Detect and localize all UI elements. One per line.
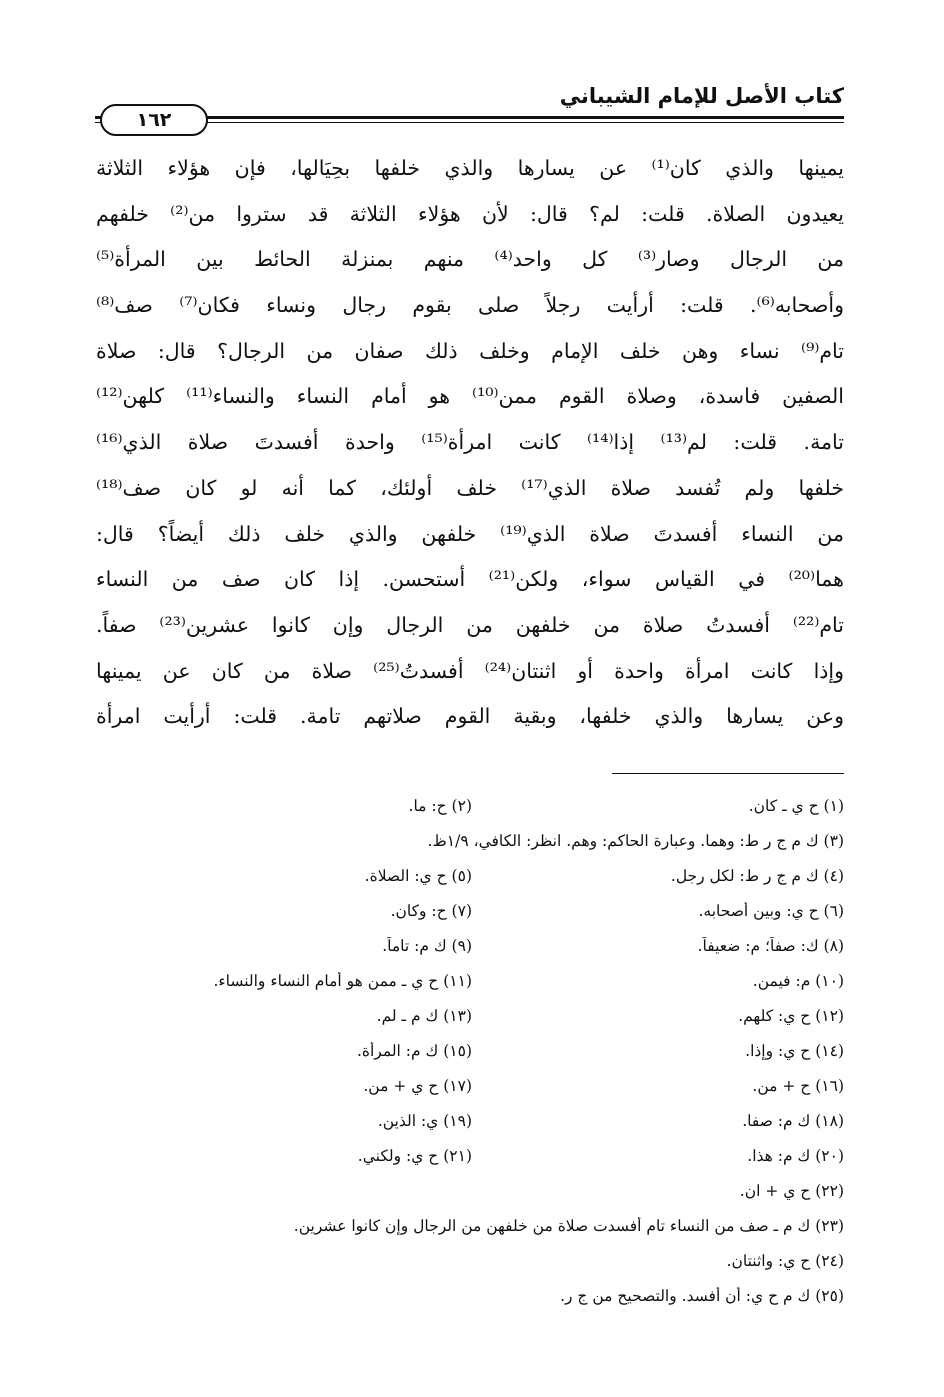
footnote-row	[100, 858, 844, 893]
text-line: تامة. قلت: لم⁽¹³⁾ إذا⁽¹⁴⁾ كانت امرأة⁽¹⁵⁾ واحدة أفسدتَ صلاة الذي⁽¹⁶⁾	[96, 430, 844, 455]
text-line: الصفين فاسدة، وصلاة القوم ممن⁽¹⁰⁾ هو أمام النساء والنساء⁽¹¹⁾ كلهن⁽¹²⁾	[96, 384, 844, 409]
text-line: من النساء أفسدتَ صلاة الذي⁽¹⁹⁾ خلفهن والذي خلف ذلك أيضاً؟ قال:	[96, 521, 844, 546]
footnote: (٢٤) ح ي: واثنتان.	[726, 1251, 844, 1270]
footnote-separator	[612, 773, 844, 774]
footnote-row	[100, 1243, 844, 1278]
footnote: (١٨) ك م: صفا.	[742, 1111, 844, 1130]
footnote: (١٠) م: فيمن.	[752, 971, 844, 990]
text-line: وإذا كانت امرأة واحدة أو اثنتان⁽²⁴⁾ أفسدتُ⁽²⁵⁾ صلاة من كان عن يمينها	[96, 658, 844, 683]
footnote: (٣) ك م ج ر ط: وهما. وعبارة الحاكم: وهم. انظر: الكافي، ١/٩ظ.	[427, 831, 844, 850]
footnote-row	[100, 1138, 844, 1173]
footnote: (١٩) ي: الذين.	[377, 1111, 472, 1130]
footnote: (٢٢) ح ي + ان.	[739, 1181, 844, 1200]
footnote: (١٦) ح + من.	[752, 1076, 844, 1095]
footnote: (١٢) ح ي: كلهم.	[738, 1006, 844, 1025]
footnote: (٢٣) ك م ـ صف من النساء تام أفسدت صلاة من خلفهن من الرجال وإن كانوا عشرين.	[293, 1216, 844, 1235]
footnote: (١٣) ك م ـ لم.	[376, 1006, 472, 1025]
page-number: ١٦٢	[100, 104, 208, 136]
footnote-row	[100, 928, 844, 963]
footnote: (٨) ك: صفاً؛ م: ضعيفاً.	[697, 936, 844, 955]
footnote-row	[100, 893, 844, 928]
footnote-row	[100, 963, 844, 998]
footnote: (١) ح ي ـ كان.	[748, 796, 844, 815]
text-line: وعن يسارها والذي خلفها، وبقية القوم صلاتهم تامة. قلت: أرأيت امرأة	[96, 704, 844, 729]
footnote-row	[100, 788, 844, 823]
text-line: هما⁽²⁰⁾ في القياس سواء، ولكن⁽²¹⁾ أستحسن. إذا كان صف من النساء	[96, 567, 844, 592]
text-line: تام⁽⁹⁾ نساء وهن خلف الإمام وخلف ذلك صفان من الرجال؟ قال: صلاة	[96, 338, 844, 363]
text-line: يمينها والذي كان⁽¹⁾ عن يسارها والذي خلفها بحِيَالها، فإن هؤلاء الثلاثة	[96, 156, 844, 180]
footnote: (١٥) ك م: المرأة.	[356, 1041, 472, 1060]
text-line: وأصحابه⁽⁶⁾. قلت: أرأيت رجلاً صلى بقوم رجال ونساء فكان⁽⁷⁾ صف⁽⁸⁾	[96, 293, 844, 318]
footnotes	[100, 788, 844, 1313]
text-line: تام⁽²²⁾ أفسدتُ صلاة من خلفهن من الرجال وإن كانوا عشرين⁽²³⁾ صفاً.	[96, 612, 844, 637]
footnote: (١١) ح ي ـ ممن هو أمام النساء والنساء.	[213, 971, 472, 990]
footnote: (٧) ح: وكان.	[390, 901, 472, 920]
text-line: خلفها ولم تُفسد صلاة الذي⁽¹⁷⁾ خلف أولئك، كما أنه لو كان صف⁽¹⁸⁾	[96, 475, 844, 500]
footnote: (٩) ك م: تاماً.	[382, 936, 472, 955]
footnote-row	[100, 1208, 844, 1243]
footnote: (٢١) ح ي: ولكني.	[357, 1146, 472, 1165]
main-text	[96, 146, 844, 740]
footnote: (٤) ك م ج ر ط: لكل رجل.	[670, 866, 844, 885]
footnote: (١٧) ح ي + من.	[363, 1076, 472, 1095]
footnote-row	[100, 1103, 844, 1138]
footnote: (٢٠) ك م: هذا.	[747, 1146, 844, 1165]
footnote: (٢) ح: ما.	[408, 796, 472, 815]
footnote-row	[100, 1173, 844, 1208]
footnote-row	[100, 1278, 844, 1313]
footnote: (١٤) ح ي: وإذا.	[745, 1041, 844, 1060]
footnote: (٥) ح ي: الصلاة.	[364, 866, 472, 885]
footnote: (٦) ح ي: وبين أصحابه.	[698, 901, 844, 920]
text-line: يعيدون الصلاة. قلت: لم؟ قال: لأن هؤلاء الثلاثة قد ستروا من⁽²⁾ خلفهم	[96, 201, 844, 226]
text-line: من الرجال وصار⁽³⁾ كل واحد⁽⁴⁾ منهم بمنزلة الحائط بين المرأة⁽⁵⁾	[96, 247, 844, 272]
footnote-row	[100, 1033, 844, 1068]
running-title: كتاب الأصل للإمام الشيباني	[559, 84, 844, 108]
footnote-row	[100, 998, 844, 1033]
footnote-row	[100, 823, 844, 858]
footnote: (٢٥) ك م ح ي: أن أفسد. والتصحيح من ج ر.	[560, 1286, 844, 1305]
footnote-row	[100, 1068, 844, 1103]
